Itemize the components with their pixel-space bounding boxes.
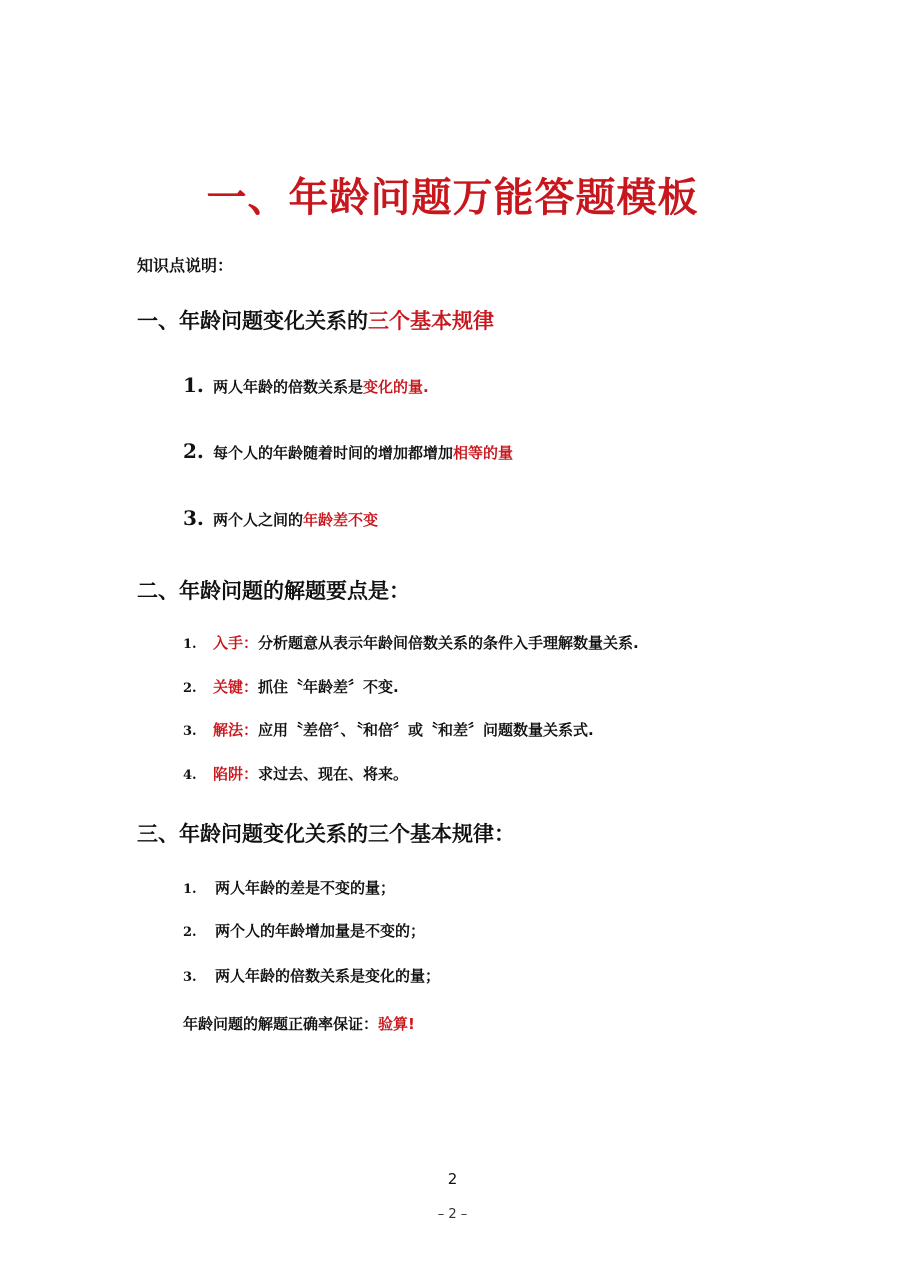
item-number: 4. [183, 768, 197, 783]
section3-item [183, 920, 425, 941]
section3-item [183, 965, 440, 986]
item-number: 1. [183, 373, 204, 397]
item-highlight: 年龄差不变 [303, 511, 379, 529]
item-number: 1. [183, 637, 197, 652]
section2-heading: 二、年龄问题的解题要点是： [137, 579, 410, 603]
verify-highlight: 验算! [378, 1015, 415, 1033]
section1-heading [137, 305, 494, 335]
item-number: 2. [183, 681, 197, 696]
item-text: 两人年龄的倍数关系是变化的量； [215, 967, 441, 985]
item-text: 两人年龄的差是不变的量； [215, 879, 396, 897]
item-text: 每个人的年龄随着时间的增加都增加 [213, 444, 454, 462]
item-label: 入手： [213, 634, 259, 652]
item-text: 两人年龄的倍数关系是 [213, 378, 364, 396]
verify-text: 年龄问题的解题正确率保证： [183, 1015, 379, 1033]
item-label: 关键： [213, 678, 259, 696]
item-number: 3. [183, 970, 197, 985]
item-number: 2. [183, 925, 197, 940]
section1-item [183, 506, 378, 530]
verify-line [183, 1013, 415, 1034]
item-text: 抓住〝年龄差〞不变. [258, 678, 399, 696]
section1-item [183, 373, 429, 397]
item-text: 分析题意从表示年龄间倍数关系的条件入手理解数量关系. [258, 634, 639, 652]
item-highlight: 相等的量 [453, 444, 514, 462]
item-text: 两个人之间的 [213, 511, 304, 529]
section1-item [183, 439, 513, 463]
section3-item [183, 877, 395, 898]
section1-heading-highlight: 三个基本规律 [368, 309, 494, 333]
section1-heading-prefix: 一、年龄问题变化关系的 [137, 309, 368, 333]
item-number: 1. [183, 882, 197, 897]
knowledge-label: 知识点说明： [137, 256, 234, 275]
item-text: 两个人的年龄增加量是不变的； [215, 922, 426, 940]
section3-heading: 三、年龄问题变化关系的三个基本规律： [137, 822, 515, 846]
item-highlight: 变化的量 [363, 378, 424, 396]
item-label: 解法： [213, 721, 259, 739]
item-text: 应用〝差倍〞、〝和倍〞或〝和差〞问题数量关系式. [258, 721, 594, 739]
item-suffix: . [423, 378, 429, 396]
section2-item [183, 632, 639, 653]
section2-item [183, 763, 408, 784]
document-title: 一、年龄问题万能答题模板 [206, 175, 699, 221]
item-label: 陷阱： [213, 765, 259, 783]
page-number: 2 [447, 1170, 458, 1188]
page-footer: – 2 – [437, 1207, 468, 1222]
item-number: 3. [183, 724, 197, 739]
item-number: 2. [183, 439, 204, 463]
section2-item [183, 719, 594, 740]
item-number: 3. [183, 506, 204, 530]
section2-item [183, 676, 399, 697]
item-text: 求过去、现在、将来。 [258, 765, 409, 783]
